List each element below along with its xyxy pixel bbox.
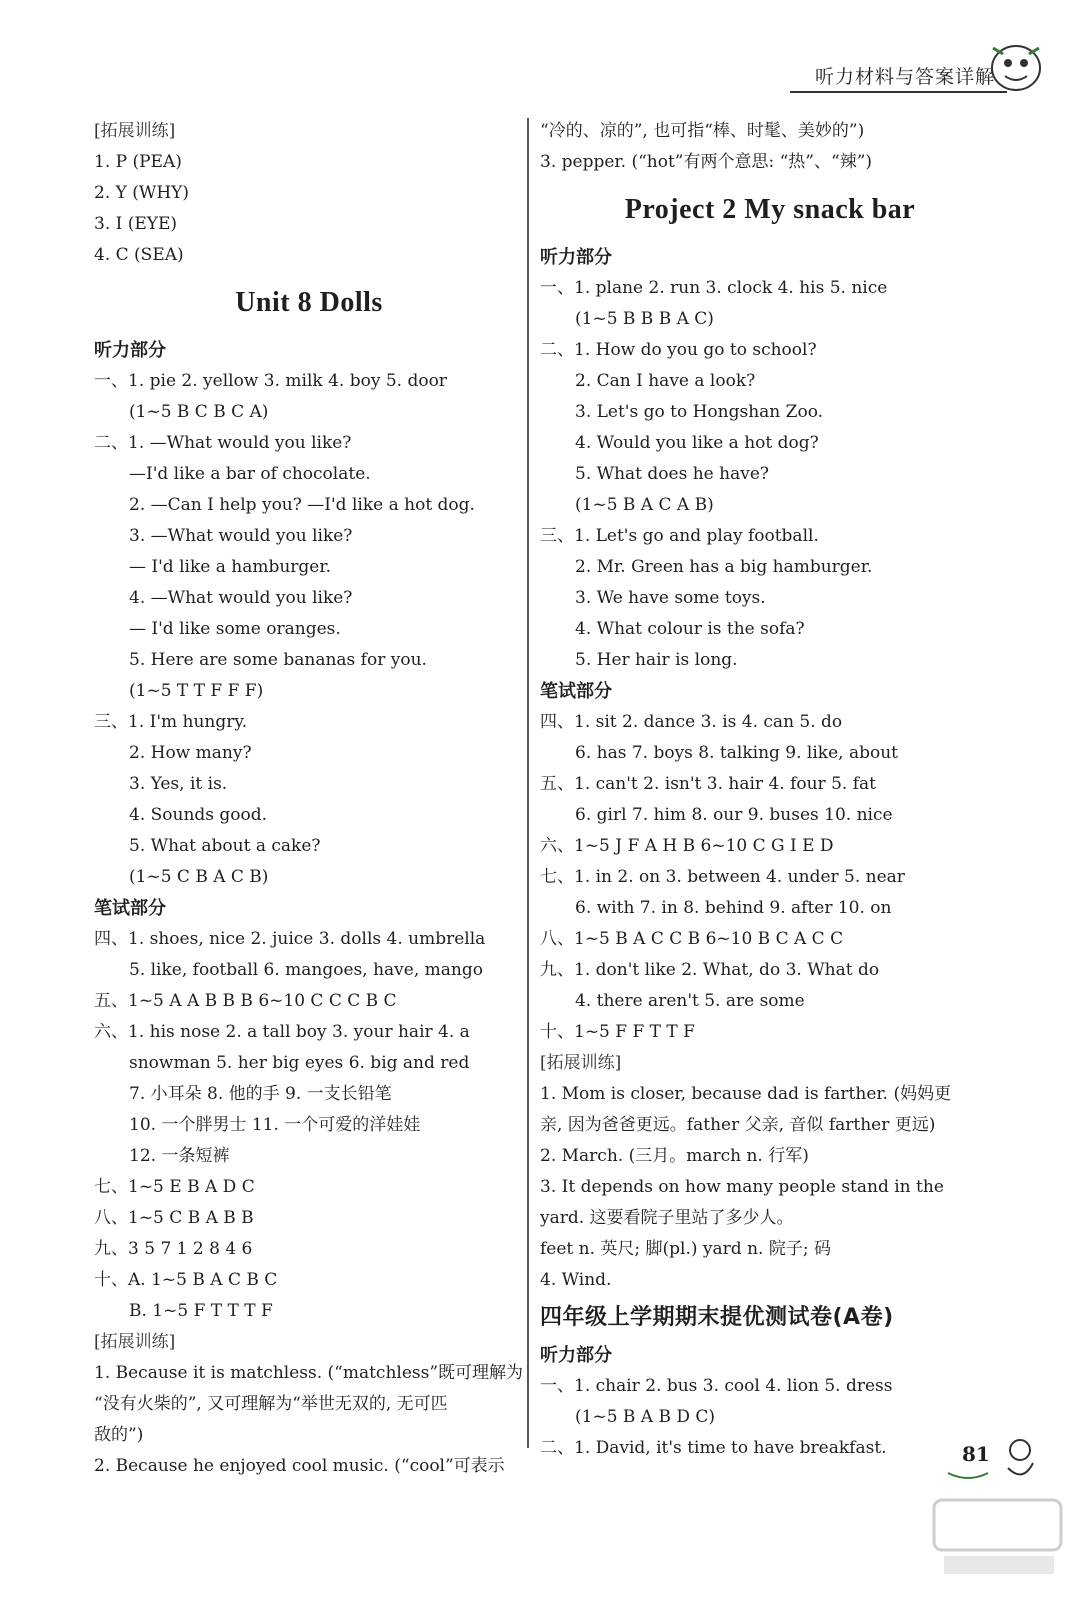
- header-rule: [790, 91, 1007, 93]
- right-answer-line: 3. Let's go to Hongshan Zoo.: [575, 402, 824, 422]
- right-answer-line: 2. Can I have a look?: [575, 371, 756, 391]
- right-answer-line: 二、1. How do you go to school?: [540, 340, 817, 360]
- left-column: [94, 116, 524, 1482]
- right-answer-line: 4. Would you like a hot dog?: [575, 433, 819, 453]
- left-answer-line: —I'd like a bar of chocolate.: [129, 464, 371, 484]
- right-answer-line: 七、1. in 2. on 3. between 4. under 5. near: [540, 867, 905, 887]
- left-answer-line: 二、1. —What would you like?: [94, 433, 352, 453]
- subsection-heading: 笔试部分: [94, 898, 166, 919]
- extension-label: [拓展训练]: [94, 121, 176, 141]
- right-answer-line: “冷的、凉的”, 也可指“棒、时髦、美妙的”): [540, 121, 865, 141]
- left-answer-line: 1. P (PEA): [94, 152, 182, 172]
- left-answer-line: 2. —Can I help you? —I'd like a hot dog.: [129, 495, 475, 515]
- subsection-heading: 笔试部分: [540, 681, 612, 702]
- left-answer-line: 敌的”): [94, 1425, 144, 1445]
- right-answer-line: 六、1~5 J F A H B 6~10 C G I E D: [540, 836, 834, 856]
- subsection-heading: 听力部分: [540, 1345, 612, 1366]
- left-answer-line: B. 1~5 F T T T F: [129, 1301, 273, 1321]
- left-answer-line: 七、1~5 E B A D C: [94, 1177, 255, 1197]
- mascot-logo-icon: [985, 38, 1047, 96]
- subsection-heading: 听力部分: [94, 340, 166, 361]
- right-answer-line: 4. What colour is the sofa?: [575, 619, 805, 639]
- right-answer-line: 九、1. don't like 2. What, do 3. What do: [540, 960, 880, 980]
- right-answer-line: 3. pepper. (“hot”有两个意思: “热”、“辣”): [540, 152, 873, 172]
- right-answer-line: 5. Her hair is long.: [575, 650, 738, 670]
- left-answer-line: (1~5 C B A C B): [129, 867, 269, 887]
- right-answer-line: 2. March. (三月。march n. 行军): [540, 1146, 809, 1166]
- right-answer-line: 4. Wind.: [540, 1270, 612, 1290]
- right-answer-line: 一、1. plane 2. run 3. clock 4. his 5. nice: [540, 278, 888, 298]
- right-answer-line: 五、1. can't 2. isn't 3. hair 4. four 5. fat: [540, 774, 876, 794]
- left-answer-line: 五、1~5 A A B B B 6~10 C C C B C: [94, 991, 397, 1011]
- right-answer-line: 八、1~5 B A C C B 6~10 B C A C C: [540, 929, 844, 949]
- left-answer-line: 十、A. 1~5 B A C B C: [94, 1270, 278, 1290]
- right-answer-line: feet n. 英尺; 脚(pl.) yard n. 院子; 码: [540, 1239, 831, 1259]
- left-answer-line: 三、1. I'm hungry.: [94, 712, 248, 732]
- left-answer-line: 4. Sounds good.: [129, 805, 268, 825]
- left-answer-line: 一、1. pie 2. yellow 3. milk 4. boy 5. door: [94, 371, 447, 391]
- left-answer-line: 5. like, football 6. mangoes, have, mango: [129, 960, 483, 980]
- right-answer-line: (1~5 B A C A B): [575, 495, 714, 515]
- left-answer-line: — I'd like a hamburger.: [129, 557, 332, 577]
- right-answer-line: 6. has 7. boys 8. talking 9. like, about: [575, 743, 899, 763]
- left-answer-line: snowman 5. her big eyes 6. big and red: [129, 1053, 470, 1073]
- right-answer-line: 二、1. David, it's time to have breakfast.: [540, 1438, 887, 1458]
- left-answer-line: 7. 小耳朵 8. 他的手 9. 一支长铅笔: [129, 1084, 392, 1104]
- right-answer-line: 5. What does he have?: [575, 464, 769, 484]
- left-answer-line: 1. Because it is matchless. (“matchless”既可理解为: [94, 1363, 524, 1383]
- left-answer-line: 2. How many?: [129, 743, 252, 763]
- right-answer-line: 4. there aren't 5. are some: [575, 991, 805, 1011]
- left-answer-line: 3. I (EYE): [94, 214, 178, 234]
- right-answer-line: 一、1. chair 2. bus 3. cool 4. lion 5. dress: [540, 1376, 893, 1396]
- left-answer-line: 3. Yes, it is.: [129, 774, 228, 794]
- left-answer-line: 5. What about a cake?: [129, 836, 321, 856]
- left-answer-line: 5. Here are some bananas for you.: [129, 650, 427, 670]
- extension-label: [拓展训练]: [94, 1332, 176, 1352]
- right-answer-line: (1~5 B B B A C): [575, 309, 714, 329]
- right-answer-line: 3. We have some toys.: [575, 588, 766, 608]
- header-title: 听力材料与答案详解: [814, 66, 995, 88]
- right-answer-line: yard. 这要看院子里站了多少人。: [540, 1208, 794, 1228]
- left-answer-line: 12. 一条短裤: [129, 1146, 230, 1166]
- extension-label: [拓展训练]: [540, 1053, 622, 1073]
- left-answer-line: (1~5 T T F F F): [129, 681, 264, 701]
- left-answer-line: 六、1. his nose 2. a tall boy 3. your hair 4. a: [94, 1022, 470, 1042]
- right-answer-line: 1. Mom is closer, because dad is farther. (妈妈更: [540, 1084, 952, 1104]
- left-answer-line: 10. 一个胖男士 11. 一个可爱的洋娃娃: [129, 1115, 421, 1135]
- left-answer-line: (1~5 B C B C A): [129, 402, 269, 422]
- right-answer-line: (1~5 B A B D C): [575, 1407, 716, 1427]
- section-title: Project 2 My snack bar: [624, 194, 916, 225]
- section-title: Unit 8 Dolls: [235, 287, 383, 318]
- right-answer-line: 四、1. sit 2. dance 3. is 4. can 5. do: [540, 712, 843, 732]
- left-answer-line: 四、1. shoes, nice 2. juice 3. dolls 4. umbrella: [94, 929, 486, 949]
- section-title: 四年级上学期期末提优测试卷(A卷): [540, 1305, 894, 1330]
- right-answer-line: 亲, 因为爸爸更远。father 父亲, 音似 farther 更远): [540, 1115, 936, 1135]
- subsection-heading: 听力部分: [540, 247, 612, 268]
- left-answer-line: 八、1~5 C B A B B: [94, 1208, 254, 1228]
- left-answer-line: — I'd like some oranges.: [129, 619, 341, 639]
- watermark-logo-icon: [930, 1496, 1065, 1581]
- page-number: 81: [962, 1442, 990, 1466]
- column-divider: [527, 118, 529, 1448]
- left-answer-line: 4. —What would you like?: [129, 588, 353, 608]
- left-answer-line: 2. Y (WHY): [94, 183, 190, 203]
- right-answer-line: 十、1~5 F F T T F: [540, 1022, 695, 1042]
- left-answer-line: 4. C (SEA): [94, 245, 184, 265]
- right-column: [540, 116, 1000, 1464]
- right-answer-line: 2. Mr. Green has a big hamburger.: [575, 557, 873, 577]
- right-answer-line: 3. It depends on how many people stand in the: [540, 1177, 944, 1197]
- right-answer-line: 6. with 7. in 8. behind 9. after 10. on: [575, 898, 892, 918]
- left-answer-line: 3. —What would you like?: [129, 526, 353, 546]
- left-answer-line: “没有火柴的”, 又可理解为“举世无双的, 无可匹: [94, 1394, 448, 1414]
- left-answer-line: 九、3 5 7 1 2 8 4 6: [94, 1239, 253, 1259]
- left-answer-line: 2. Because he enjoyed cool music. (“cool”可表示: [94, 1456, 505, 1476]
- right-answer-line: 6. girl 7. him 8. our 9. buses 10. nice: [575, 805, 893, 825]
- right-answer-line: 三、1. Let's go and play football.: [540, 526, 819, 546]
